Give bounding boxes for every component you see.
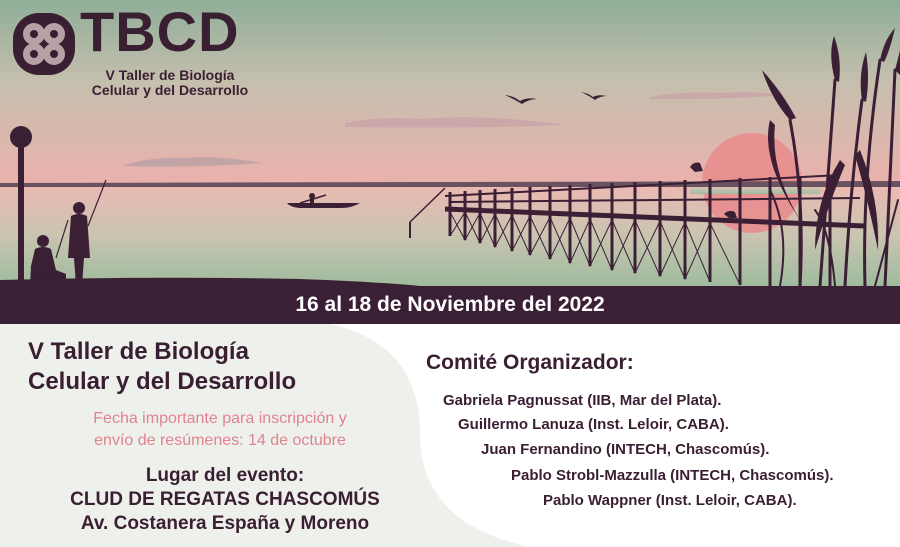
- committee-member: Gabriela Pagnussat (IIB, Mar del Plata).: [443, 392, 722, 409]
- deadline-text-line2: envío de resúmenes: 14 de octubre: [94, 432, 346, 449]
- venue-label: Lugar del evento:: [145, 465, 305, 486]
- committee-member: Juan Fernandino (INTECH, Chascomús).: [481, 441, 770, 458]
- event-title-line1: V Taller de Biología: [28, 338, 249, 365]
- event-title-line2: Celular y del Desarrollo: [28, 368, 297, 395]
- logo-subtitle-line2: Celular y del Desarrollo: [91, 82, 249, 98]
- deadline-text-line1: Fecha importante para inscripción y: [93, 410, 347, 427]
- committee-member: Pablo Strobl-Mazzulla (INTECH, Chascomús).: [511, 467, 834, 484]
- venue-address: Av. Costanera España y Moreno: [80, 513, 370, 534]
- committee-member: Pablo Wappner (Inst. Leloir, CABA).: [543, 492, 797, 509]
- venue-name: CLUD DE REGATAS CHASCOMÚS: [70, 489, 380, 510]
- date-banner: 16 al 18 de Noviembre del 2022: [0, 286, 900, 324]
- cell-logo-icon: [12, 12, 76, 76]
- committee-title: Comité Organizador:: [426, 351, 634, 374]
- logo-subtitle-line1: V Taller de Biología: [105, 67, 235, 83]
- info-section: [0, 324, 900, 547]
- logo-title: TBCD: [80, 0, 240, 63]
- committee-member: Guillermo Lanuza (Inst. Leloir, CABA).: [458, 416, 729, 433]
